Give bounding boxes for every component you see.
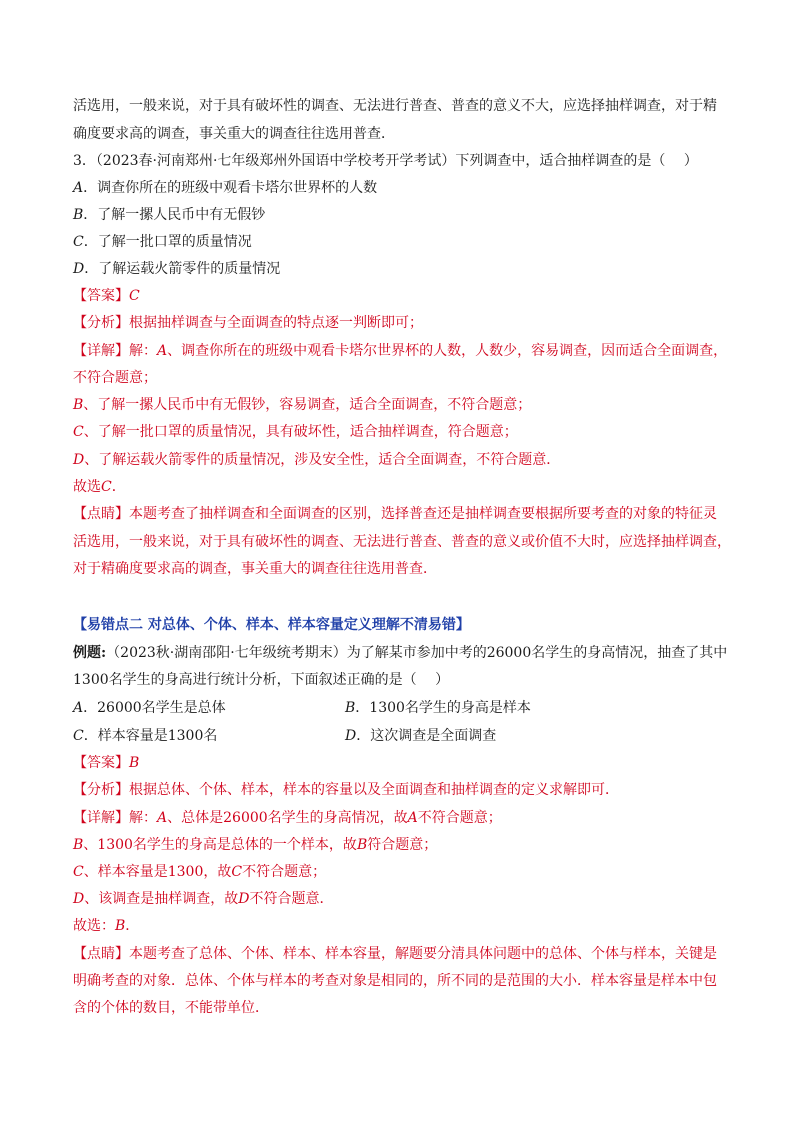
- detail-text: 、该调查是抽样调查，故: [84, 891, 239, 907]
- comment-text: 本题考查了总体、个体、样本、样本容量，解题要分清具体问题中的总体、个体与样本，关键是: [129, 946, 717, 962]
- option-letter: D: [73, 261, 85, 277]
- question-3-detail-c: [73, 422, 518, 442]
- comment-tag: 【点睛】: [73, 506, 129, 522]
- detail-ref-letter: D: [238, 891, 250, 907]
- conclusion-end: ．: [111, 479, 126, 495]
- detail-text: 、了解运载火箭零件的质量情况，涉及安全性，适合全面调查，不符合题意．: [84, 452, 561, 468]
- analysis-tag: 【分析】: [73, 315, 129, 331]
- option-text: ．了解一批口罩的质量情况: [83, 234, 252, 250]
- question-3-detail-b: [73, 395, 531, 415]
- detail-intro: 解：: [129, 343, 157, 359]
- detail-text: 、样本容量是1300，故: [83, 864, 232, 880]
- analysis-tag: 【分析】: [73, 782, 129, 798]
- detail-letter: C: [73, 864, 84, 880]
- example-stem-line-2: 1300名学生的身高进行统计分析，下面叙述正确的是（ ）: [73, 672, 450, 688]
- question-3-option-c: [73, 232, 252, 252]
- detail-intro: 解：: [129, 810, 157, 826]
- example-comment-line-3: 含的个体的数目，不能带单位．: [73, 1000, 269, 1016]
- question-3-conclusion: [73, 477, 126, 497]
- example-comment-line-2: 明确考查的对象．总体、个体与样本的考查对象是相同的，所不同的是范围的大小．样本容量是样本中包: [73, 973, 717, 989]
- detail-ref-letter: B: [356, 837, 368, 853]
- option-text: ．这次调查是全面调查: [356, 728, 497, 744]
- detail-text: 、调查你所在的班级中观看卡塔尔世界杯的人数，人数少，容易调查，因而适合全面调查，: [167, 343, 728, 359]
- detail-letter: D: [73, 891, 85, 907]
- detail-ref-letter: C: [231, 864, 243, 880]
- question-3-comment-line-3: 对于精确度要求高的调查，事关重大的调查往往选用普查．: [73, 561, 437, 577]
- question-3-stem: 3．（2023春·河南郑州·七年级郑州外国语中学校考开学考试）下列调查中，适合抽样调查的是（ ）: [73, 153, 698, 169]
- detail-text: 、总体是26000名学生的身高情况，故: [167, 810, 408, 826]
- example-stem-text: （2023秋·湖南邵阳·七年级统考期末）为了解某市参加中考的26000名学生的身高情况，抽查了其中: [106, 645, 728, 661]
- example-stem-line-1: [73, 643, 727, 663]
- example-analysis: [73, 780, 619, 800]
- option-text: ．1300名学生的身高是样本: [355, 700, 531, 716]
- example-option-c: [73, 726, 217, 746]
- question-3-detail-line-2: 不符合题意；: [73, 370, 157, 386]
- detail-tag: 【详解】: [73, 343, 129, 359]
- detail-letter: A: [157, 343, 168, 359]
- continued-comment-line-1: 活选用，一般来说，对于具有破坏性的调查、无法进行普查、普查的意义不大，应选择抽样调查，对于精: [73, 98, 717, 114]
- detail-letter: B: [73, 397, 84, 413]
- example-detail-b: [73, 835, 437, 855]
- question-3-option-d: [73, 259, 280, 279]
- answer-tag: 【答案】: [73, 288, 129, 304]
- comment-tag: 【点睛】: [73, 946, 129, 962]
- option-text: ．样本容量是1300名: [83, 728, 218, 744]
- option-letter: C: [73, 728, 84, 744]
- detail-tag: 【详解】: [73, 810, 129, 826]
- example-detail-c: [73, 862, 326, 882]
- answer-value: B: [129, 755, 140, 771]
- example-detail-a: [73, 808, 502, 828]
- detail-text: 、1300名学生的身高是总体的一个样本，故: [83, 837, 357, 853]
- question-3-comment-line-1: [73, 504, 717, 524]
- detail-verdict: 符合题意；: [367, 837, 438, 853]
- detail-letter: B: [73, 837, 84, 853]
- question-3-option-a: [73, 178, 377, 198]
- example-conclusion: [73, 916, 139, 936]
- analysis-text: 根据抽样调查与全面调查的特点逐一判断即可；: [129, 315, 423, 331]
- option-text: ．了解一摞人民币中有无假钞: [83, 207, 266, 223]
- continued-comment-line-2: 确度要求高的调查，事关重大的调查往往选用普查．: [73, 126, 395, 142]
- option-letter: C: [73, 234, 84, 250]
- option-letter: A: [73, 700, 84, 716]
- question-3-detail-d: [73, 450, 560, 470]
- conclusion-end: ．: [125, 918, 140, 934]
- question-3-option-b: [73, 205, 265, 225]
- answer-value: C: [129, 288, 140, 304]
- example-label: 例题:: [73, 645, 107, 661]
- detail-text: 、了解一摞人民币中有无假钞，容易调查，适合全面调查，不符合题意；: [83, 397, 532, 413]
- section-heading: 【易错点二 对总体、个体、样本、样本容量定义理解不清易错】: [73, 617, 470, 633]
- detail-text: 、了解一批口罩的质量情况，具有破坏性，适合抽样调查，符合题意；: [83, 424, 518, 440]
- question-3-comment-line-2: 活选用，一般来说，对于具有破坏性的调查、无法进行普查、普查的意义或价值不大时，应选择抽样调查，: [73, 534, 731, 550]
- option-text: ．了解运载火箭零件的质量情况: [84, 261, 281, 277]
- conclusion-text: 故选：: [73, 918, 115, 934]
- option-letter: D: [345, 728, 357, 744]
- answer-tag: 【答案】: [73, 755, 129, 771]
- detail-verdict: 不符合题意；: [242, 864, 327, 880]
- detail-letter: A: [157, 810, 168, 826]
- detail-letter: C: [73, 424, 84, 440]
- example-option-b: [345, 698, 531, 718]
- conclusion-text: 故选: [73, 479, 101, 495]
- conclusion-letter: B: [115, 918, 126, 934]
- question-3-answer: [73, 286, 140, 306]
- example-option-a: [73, 698, 226, 718]
- detail-letter: D: [73, 452, 85, 468]
- option-text: ．调查你所在的班级中观看卡塔尔世界杯的人数: [83, 180, 378, 196]
- option-text: ．26000名学生是总体: [83, 700, 226, 716]
- detail-verdict: 不符合题意；: [417, 810, 502, 826]
- option-letter: A: [73, 180, 84, 196]
- example-detail-d: [73, 889, 333, 909]
- example-answer: [73, 753, 139, 773]
- example-option-d: [345, 726, 496, 746]
- comment-text: 本题考查了抽样调查和全面调查的区别，选择普查还是抽样调查要根据所要考查的对象的特征灵: [129, 506, 717, 522]
- detail-verdict: 不符合题意．: [249, 891, 334, 907]
- conclusion-letter: C: [101, 479, 112, 495]
- analysis-text: 根据总体、个体、样本，样本的容量以及全面调查和抽样调查的定义求解即可．: [129, 782, 619, 798]
- question-3-detail-line-1: [73, 341, 727, 361]
- question-3-analysis: [73, 313, 423, 333]
- option-letter: B: [345, 700, 356, 716]
- example-comment-line-1: [73, 944, 717, 964]
- detail-ref-letter: A: [407, 810, 418, 826]
- option-letter: B: [73, 207, 84, 223]
